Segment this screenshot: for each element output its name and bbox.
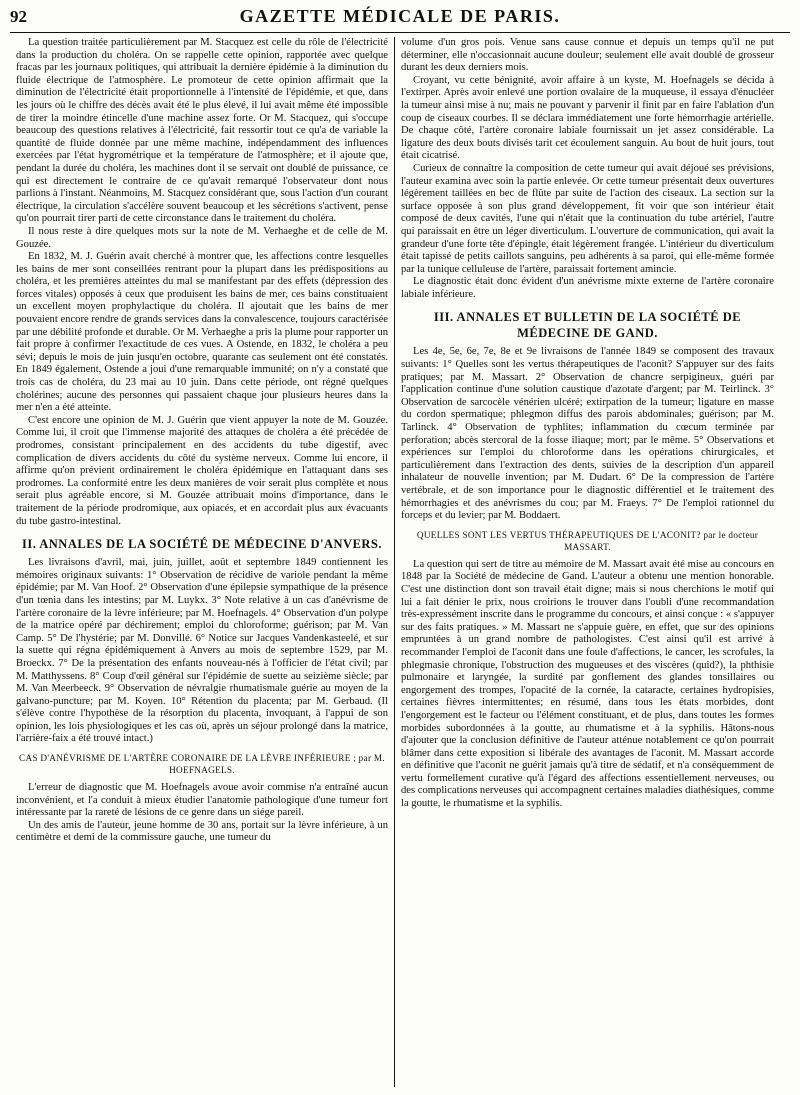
paragraph: Les livraisons d'avril, mai, juin, juillet, août et septembre 1849 contiennent les mémoires originaux suivants: 1° Observation de récidive de variole pendant la même épidémie; par M. Van Hoof. 2° Observation d'une épilepsie sympathique de la présence d'un tœnia dans les intestins; par M. Luykx. 3° Note relative à un cas d'anévrisme de l'artère coronaire de la lèvre inférieure; par M. Hoefnagels. 4° Observation d'un polype de la matrice opéré par déchirement; emploi du chloroforme; guérison; par M. Van Camp. 5° De l'hystérie; par M. Donvillé. 6° Notice sur Jacques Vandenkasteelé, et sur la suette qui régna épidémiquement à Anvers au mois de septembre 1529, par M. Broeckx. 7° De la présentation des enfants nouveau-nés à l'officier de l'état civil; par M. Matthyssens. 8° Coup d'œil général sur l'épidémie de suette au seizième siècle; par M. Van Meerbeeck. 9° Observation de névralgie rhumatismale guérie au moyen de la galvano-puncture; par M. Koyen. 10° Rétention du placenta; par M. Gerbaud. (Il s'élève contre l'hypothèse de la résorption du placenta, invoquant, à l'appui de son opinion, les lois physiologiques et les cas où, après un séjour prolongé dans la matrice, l'arrière-faix a été trouvé intact.) (16, 557, 388, 745)
journal-title: GAZETTE MÉDICALE DE PARIS. (239, 6, 561, 26)
paragraph: Le diagnostic était donc évident d'un anévrisme mixte externe de l'artère coronaire labiale inférieure. (401, 276, 774, 300)
paragraph: C'est encore une opinion de M. J. Guérin que vient appuyer la note de M. Gouzée. Comme lui, il croit que l'immense majorité des attaques de choléra a été précédée de prodromes, consistant principalement en des accidents du tube digestif, avec complication de divers accidents du côté du système nerveux. Comme lui encore, il affirme qu'on prévient ordinairement le choléra épidémique en l'attaquant dans ses prodromes. La conformité entre les deux manières de voir serait plus complète et nous serait plus agréable encore, si M. Gouzée attribuait moins d'importance, dans le traitement de la période prodromique, aux opiacés, et en accordait plus aux évacuants du tube gastro-intestinal. (16, 414, 388, 527)
paragraph: Il nous reste à dire quelques mots sur la note de M. Verhaeghe et de celle de M. Gouzée. (16, 225, 388, 250)
columns (10, 37, 790, 1087)
paragraph: Croyant, vu cette bénignité, avoir affaire à un kyste, M. Hoefnagels se décida à l'extirper. Après avoir enlevé une portion ovalaire de la muqueuse, il essaya d'énucléer la tumeur ainsi mise à nu; mais ne pouvant y parvenir il finit par en faire l'ablation d'un coup de ciseaux courbes. Il se déclara immédiatement une forte hémorrhagie artérielle. De chaque côté, l'artère coronaire labiale fournissait un jet assez considérable. La ligature des deux bouts divisés tarit cet écoulement sanguin. Au bout de huit jours, tout était cicatrisé. (401, 74, 774, 162)
page-number: 92 (10, 7, 27, 26)
paragraph: Curieux de connaître la composition de cette tumeur qui avait déjoué ses prévisions, l'auteur examina avec soin la partie enlevée. Or cette tumeur présentait deux ouvertures légèrement taillées en bec de flûte par suite de l'action des ciseaux. La section sur la surface opposée à son plus grand développement, fit voir que son intérieur était composé de deux cavités, l'une qui n'était que la continuation du tube artériel, l'autre qui paraissait en être un léger diverticulum. L'ouverture de communication, qui avait la grandeur d'une forte tête d'épingle, était légèrement frangée. L'intérieur du diverticulum était tapissé de petits caillots sanguins, peu adhérents à sa paroi, qui elle-même formée par la tunique celluleuse de l'artère, paraissait fortement amincie. (401, 162, 774, 275)
paragraph: La question qui sert de titre au mémoire de M. Massart avait été mise au concours en 1848 par la Société de médecine de Gand. L'auteur a obtenu une mention honorable. C'est une distinction dont son travail était digne; mais si nous cherchions le motif qui lui a fait dénier le prix, nous croirions le trouver dans l'oubli d'une recommandation très-expressément inscrite dans le programme du concours, et ainsi conçue : « s'appuyer sur des faits pratiques. » M. Massart ne s'appuie guère, en effet, que sur des opinions empruntées à un grand nombre de pathologistes. C'est ainsi qu'il est arrivé à recommander l'emploi de l'aconit dans une foule d'affections, le cancer, les scrofules, la phlegmasie chronique, l'obstruction des mugueuses et des viscères (quid?), la phthisie pulmonaire et laryngée, la surdité par gonflement des glandes tonsillaires ou engorgement des trompes, l'opacité de la cornée, la cataracte, certaines hydropisies, certaines fièvres intermittentes; en résumé, dans tous les états morbides, dont l'engorgement est le facteur ou l'élément constituant, et de plus, dans toutes les formes morbides subordonnées à la goutte, au rhumatisme et à la syphilis. Hâtons-nous d'ajouter que la conclusion définitive de l'auteur atténue notablement ce qu'on pourrait blâmer dans cette exposition si libérale des avantages de l'aconit. M. Massart accorde en définitive que l'aconit ne guérit jamais qu'à titre de sédatif, et n'a conséquemment de vertu formellement curative qu'à l'égard des affections essentiellement nerveuses, ou des complications nerveuses qui accompagnent certaines maladies diathésiques, comme la goutte, le rhumatisme et la syphilis. (401, 558, 774, 810)
section-heading: II. ANNALES DE LA SOCIÉTÉ DE MÉDECINE D'ANVERS. (21, 537, 383, 552)
paragraph: La question traitée particulièrement par M. Stacquez est celle du rôle de l'électricité dans la production du choléra. On se rappelle cette opinion, rapportée avec quelque fracas par les journaux politiques, qui attribuait la dernière épidémie à la diminution du fluide électrique de l'atmosphère. Le promoteur de cette opinion affirmait que la diminution de l'électricité était proportionnelle à l'intensité de l'épidémie, et que, dans les jours où le chiffre des décès avait été le plus élevé, il lui avait même été impossible de tirer la moindre étincelle d'une machine assez forte. Or M. Stacquez, qui s'occupe beaucoup des questions relatives à l'électricité, fait ressortir tout ce qu'a de variable la quantité de fluide donnée par une même machine, indépendamment des influences exercées par l'état hygrométrique et la température de l'atmosphère; et il ajoute que, pendant la durée du choléra, les machines dont il se servait ont doublé de puissance, ce qui est directement le contraire de ce qu'avait remarqué l'observateur dont nous parlions à l'instant. Néanmoins, M. Stacquez considérant que, sous l'action d'un courant électrique, la circulation s'accélère souvent beaucoup et les sécrétions s'activent, pense qu'on pourrait tirer parti de cette circonstance dans le traitement du choléra. (16, 37, 388, 225)
paragraph: Les 4e, 5e, 6e, 7e, 8e et 9e livraisons de l'année 1849 se composent des travaux suivants: 1° Quelles sont les vertus thérapeutiques de l'aconit? S'appuyer sur des faits pratiques; par M. Massart. 2° Observation de chancre serpigineux, guéri par l'application continue d'une solution caustique d'azotate d'argent; par M. Teirlinck. 3° Observation de sarcocèle vénérien ulcéré; extirpation de la tumeur; ligature en masse du cordon spermatique; phlegmon diffus des parois abdominales; guérison; par M. Tarlinck. 4° Observation de typhlites; inflammation du cœcum terminée par perforation; abcès stercoral de la fosse iliaque; mort; par le même. 5° Observations et expériences sur l'emploi du chloroforme dans les opérations chirurgicales, et particulièrement dans l'extraction des dents, suivies de la description d'un appareil inhalateur de nouvelle invention; par M. Dudart. 6° De la compression de l'artère vertébrale, et de son importance pour le diagnostic différentiel et le traitement des hémorrhagies et des anévrismes du cou; par M. Fraeys. 7° De l'emploi rationnel du forceps et du levier; par M. Boddaert. (401, 346, 774, 522)
page-header (10, 6, 790, 33)
paragraph: volume d'un gros pois. Venue sans cause connue et depuis un temps qu'il ne put déterminer, elle n'occasionnait aucune douleur; seulement elle avait doublé de grosseur durant les deux derniers mois. (401, 37, 774, 74)
section-heading: III. ANNALES ET BULLETIN DE LA SOCIÉTÉ DE MÉDECINE DE GAND. (433, 310, 742, 341)
paragraph: Un des amis de l'auteur, jeune homme de 30 ans, portait sur la lèvre inférieure, à un centimètre et demi de la commissure gauche, une tumeur du (16, 819, 388, 844)
paragraph: En 1832, M. J. Guérin avait cherché à montrer que, les affections contre lesquelles les bains de mer sont conseillées rentrant pour la plupart dans les prédispositions au choléra, et les premières atteintes du mal se manifestant par des effets (dépression des forces vitales) opposés à ceux que produisent les bains de mer, ces bains constituaient un excellent moyen prophylactique du choléra. Il ajoutait que les bains de mer pouvaient encore rendre de grands services dans la convalescence, toujours caractérisée par une débilité profonde et durable. Or M. Verhaeghe a pris la plume pour rapporter un fait propre à confirmer l'exactitude de ces vues. A Ostende, en 1832, le choléra a peu sévi; depuis le mois de juin jusqu'en octobre, quarante cas seulement ont été constatés. En 1849 également, Ostende a joui d'une remarquable immunité; on n'y a constaté que trois cas de choléra, du 23 mai au 10 juin. Dans cette période, ont régné quelques cholérines; aucune des personnes qui passaient chaque jour plusieurs heures dans la mer n'en a été atteinte. (16, 251, 388, 414)
subsection-heading: QUELLES SONT LES VERTUS THÉRAPEUTIQUES DE L'ACONIT? par le docteur MASSART. (416, 529, 759, 552)
right-column (395, 37, 780, 1087)
subsection-heading: CAS D'ANÉVRISME DE L'ARTÈRE CORONAIRE DE LA LÈVRE INFÉRIEURE ; par M. HOEFNAGELS. (19, 753, 385, 776)
paragraph: L'erreur de diagnostic que M. Hoefnagels avoue avoir commise n'a entraîné aucun inconvénient, et l'a conduit à mieux étudier l'anatomie pathologique d'une tumeur fort intéressante par la rareté de lésions de ce genre dans un siége pareil. (16, 782, 388, 819)
left-column (10, 37, 395, 1087)
